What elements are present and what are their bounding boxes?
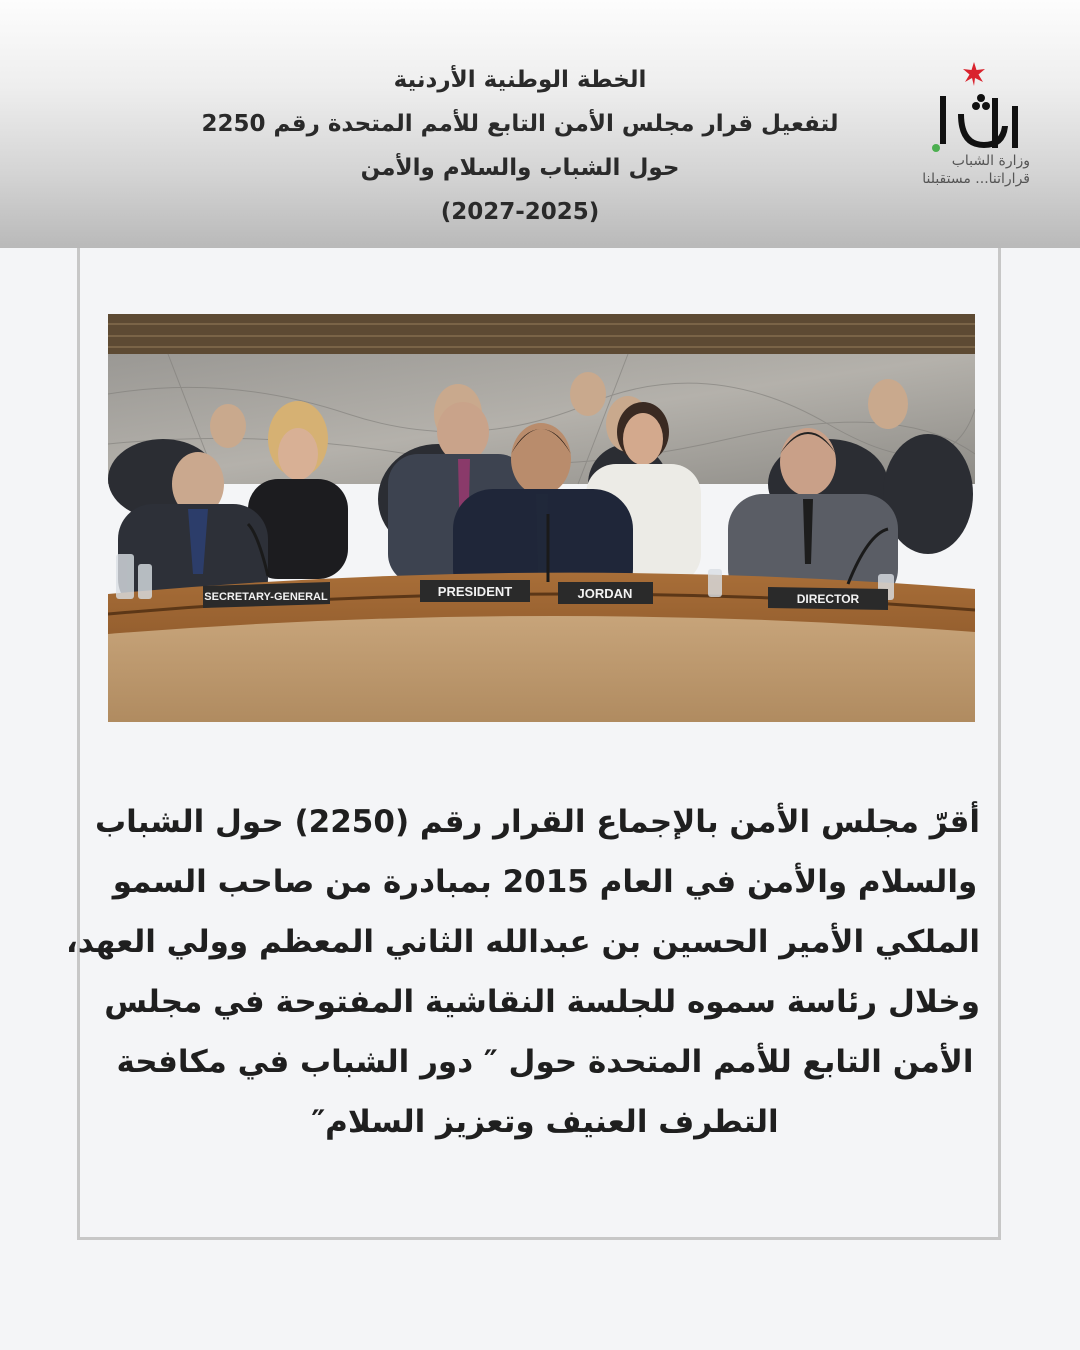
nameplate-president-label: PRESIDENT — [437, 584, 513, 599]
logo-slogan: قراراتنا... مستقبلنا — [922, 171, 1030, 187]
body-line-1: أقرّ مجلس الأمن بالإجماع القرار رقم (2250) حول الشباب — [94, 804, 980, 840]
body-line-6: التطرف العنيف وتعزيز السلام″ — [311, 1104, 779, 1140]
body-line-5: الأمن التابع للأمم المتحدة حول ″ دور الشباب في مكافحة — [116, 1044, 974, 1080]
body-line-4: وخلال رئاسة سموه للجلسة النقاشية المفتوحة في مجلس — [104, 984, 980, 1020]
logo-ministry-name: وزارة الشباب — [951, 153, 1030, 169]
header-title-line-4: (2027-2025) — [440, 199, 600, 225]
header-banner — [0, 0, 1080, 248]
body-line-2: والسلام والأمن في العام 2015 بمبادرة من صاحب السمو — [112, 864, 978, 900]
nameplate-jordan-label: JORDAN — [577, 586, 633, 601]
header-title — [180, 58, 860, 234]
nameplate-director — [768, 587, 888, 610]
header-title-line-1: الخطة الوطنية الأردنية — [393, 67, 647, 93]
star-icon — [962, 62, 986, 86]
nameplate-secretary-general — [203, 582, 330, 608]
nameplate-president — [420, 580, 530, 602]
security-council-photo — [108, 314, 975, 722]
nameplate-director-label: DIRECTOR — [796, 592, 860, 606]
body-paragraph — [65, 792, 980, 1152]
nameplate-secretary-general-label: SECRETARY-GENERAL — [204, 591, 328, 603]
header-title-line-3: حول الشباب والسلام والأمن — [360, 155, 680, 181]
body-line-3: الملكي الأمير الحسين بن عبدالله الثاني المعظم وولي العهد، — [65, 924, 980, 960]
header-title-line-2: لتفعيل قرار مجلس الأمن التابع للأمم المتحدة رقم 2250 — [201, 111, 839, 137]
logo-caption — [900, 152, 1030, 188]
nameplate-jordan — [558, 582, 653, 604]
ministry-logo — [900, 58, 1050, 198]
